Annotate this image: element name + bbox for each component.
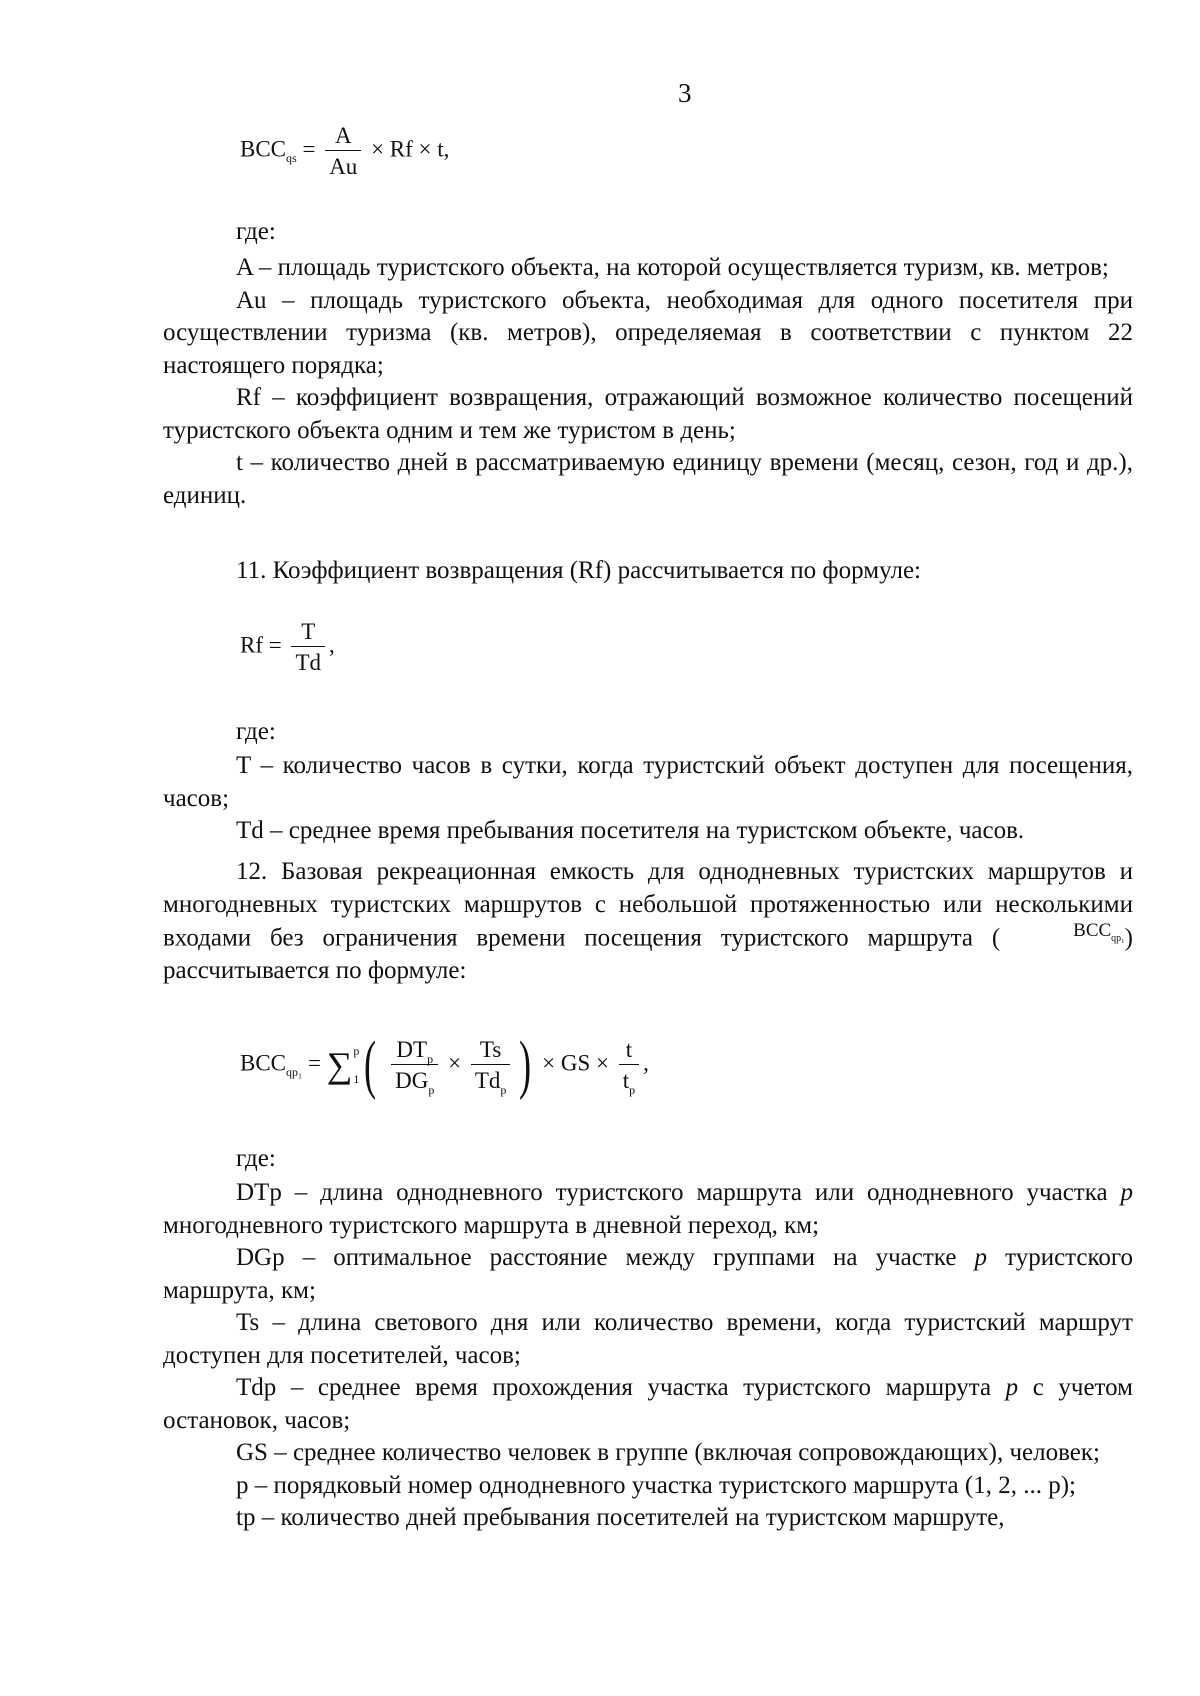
- definition-au: Au – площадь туристского объекта, необходимая для одного посетителя при осуществлении туризма (кв. метров), определяемая в соответствии с пунктом 22 настоящего порядка;: [163, 286, 1133, 379]
- definition-ts: Ts – длина светового дня или количество времени, когда туристский маршрут доступен для посетителей, часов;: [163, 1309, 1133, 1369]
- left-paren: (: [364, 1028, 377, 1101]
- formula-rf: [240, 620, 335, 674]
- tdp-post: с учетом остановок, часов;: [163, 1374, 1133, 1434]
- times-sign: ×: [448, 1050, 462, 1076]
- definitions-block-3: [163, 1177, 1133, 1535]
- denominator-text: t: [622, 1068, 630, 1093]
- denominator-text: Td: [474, 1068, 501, 1093]
- tdp-pre: Tdp – среднее время прохождения участка туристского маршрута: [236, 1374, 1006, 1401]
- fraction-t-tp: [619, 1037, 639, 1097]
- paragraph-12-main: 12. Базовая рекреационная емкость для однодневных туристских маршрутов и многодневных туристских маршрутов с небольшой протяженностью или несколькими входами без ограничения времени посещения туристского маршрута (: [163, 858, 1133, 952]
- numerator-sub: p: [427, 1052, 434, 1066]
- definition-td: Td – среднее время пребывания посетителя на туристском объекте, часов.: [236, 817, 1025, 844]
- denominator-sub: p: [428, 1083, 435, 1097]
- formula-lhs-sub: qp₁: [286, 1065, 303, 1080]
- paragraph-12-text: [163, 856, 1133, 987]
- formula-lhs: BCC: [240, 1050, 287, 1076]
- formula-rest: ,: [329, 632, 335, 658]
- dtp-post: многодневного туристского маршрута в дневной переход, км;: [163, 1211, 820, 1239]
- dtp-pre: DTp – длина однодневного туристского маршрута или однодневного участка: [236, 1179, 1121, 1206]
- paragraph-12: [163, 856, 1133, 987]
- fraction-numerator: [391, 1038, 438, 1065]
- where-label-2: где:: [236, 718, 276, 745]
- fraction-denominator: [471, 1065, 511, 1097]
- definition-gs: GS – среднее количество человек в группе (включая сопровождающих), человек;: [236, 1439, 1100, 1466]
- formula-middle: × GS ×: [542, 1050, 609, 1076]
- formula-eq: =: [307, 1050, 321, 1076]
- page-number: 3: [678, 78, 692, 108]
- inline-formula-bcc-qp1: [1000, 920, 1125, 944]
- paragraph-12-end: ) рассчитывается по формуле:: [163, 924, 1133, 984]
- dtp-var: p: [1120, 1179, 1133, 1206]
- formula-eq: =: [268, 632, 282, 658]
- fraction-numerator: t: [619, 1038, 639, 1065]
- dgp-post: туристского маршрута, км;: [163, 1244, 1134, 1304]
- fraction-numerator: Ts: [471, 1038, 511, 1065]
- fraction-a-au: [325, 124, 361, 178]
- inline-formula-sub: qp₁: [1111, 933, 1125, 944]
- fraction-numerator: A: [325, 124, 361, 151]
- sum-upper-limit: p: [353, 1044, 360, 1058]
- fraction-denominator: [619, 1065, 639, 1097]
- dgp-var: p: [974, 1244, 988, 1271]
- dgp-pre: DGp – оптимальное расстояние между группами на участке: [236, 1244, 975, 1271]
- formula-rest: × Rf × t,: [371, 136, 450, 162]
- definition-dgp: [163, 1242, 1133, 1307]
- formula-lhs: BCC: [240, 136, 287, 162]
- inline-formula-lhs: BCC: [1073, 920, 1112, 941]
- where-label-1: где:: [236, 218, 276, 245]
- numerator-text: DT: [396, 1037, 428, 1062]
- denominator-sub: p: [629, 1083, 636, 1097]
- sum-symbol: ∑: [326, 1045, 353, 1085]
- fraction-denominator: Td: [295, 650, 322, 675]
- fraction-t-td: [291, 620, 325, 674]
- fraction-dtp-dgp: [391, 1037, 438, 1097]
- sum-lower-limit: 1: [353, 1072, 360, 1086]
- paragraph-11-text: 11. Коэффициент возвращения (Rf) рассчитывается по формуле:: [236, 557, 921, 584]
- formula-eq: =: [302, 136, 316, 162]
- definition-t: t – количество дней в рассматриваемую единицу времени (месяц, сезон, год и др.), единиц.: [163, 449, 1133, 509]
- fraction-denominator: Au: [329, 154, 358, 179]
- fraction-denominator: [391, 1065, 438, 1097]
- where-label-3: где:: [236, 1145, 276, 1172]
- formula-bcc-qp1: [240, 1028, 649, 1101]
- definition-p: p – порядковый номер однодневного участка туристского маршрута (1, 2, ... p);: [236, 1471, 1076, 1499]
- formula-lhs: Rf: [240, 632, 263, 658]
- formula-lhs-sub: qs: [286, 151, 297, 166]
- definition-a: A – площадь туристского объекта, на которой осуществляется туризм, кв. метров;: [236, 254, 1109, 281]
- sum-limits: [353, 1037, 359, 1093]
- definitions-block-1: [163, 252, 1133, 512]
- formula-end: ,: [643, 1050, 649, 1076]
- definition-rf: Rf – коэффициент возвращения, отражающий возможное количество посещений туристского объекта одним и тем же туристом в день;: [163, 384, 1133, 444]
- definition-t-hours: T – количество часов в сутки, когда туристский объект доступен для посещения, часов;: [163, 752, 1133, 812]
- definition-tp: tp – количество дней пребывания посетителей на туристском маршруте,: [236, 1504, 1005, 1531]
- formula-bcc-qs: [240, 124, 449, 178]
- tdp-var: p: [1005, 1374, 1019, 1401]
- denominator-text: DG: [395, 1068, 429, 1093]
- paragraph-11: [163, 555, 1133, 588]
- right-paren: ): [519, 1028, 532, 1101]
- definition-tdp: [163, 1372, 1133, 1437]
- denominator-sub: p: [500, 1083, 507, 1097]
- definitions-block-2: [163, 750, 1133, 848]
- definition-dtp: [163, 1177, 1133, 1242]
- fraction-numerator: T: [291, 620, 325, 647]
- fraction-ts-tdp: [471, 1037, 511, 1097]
